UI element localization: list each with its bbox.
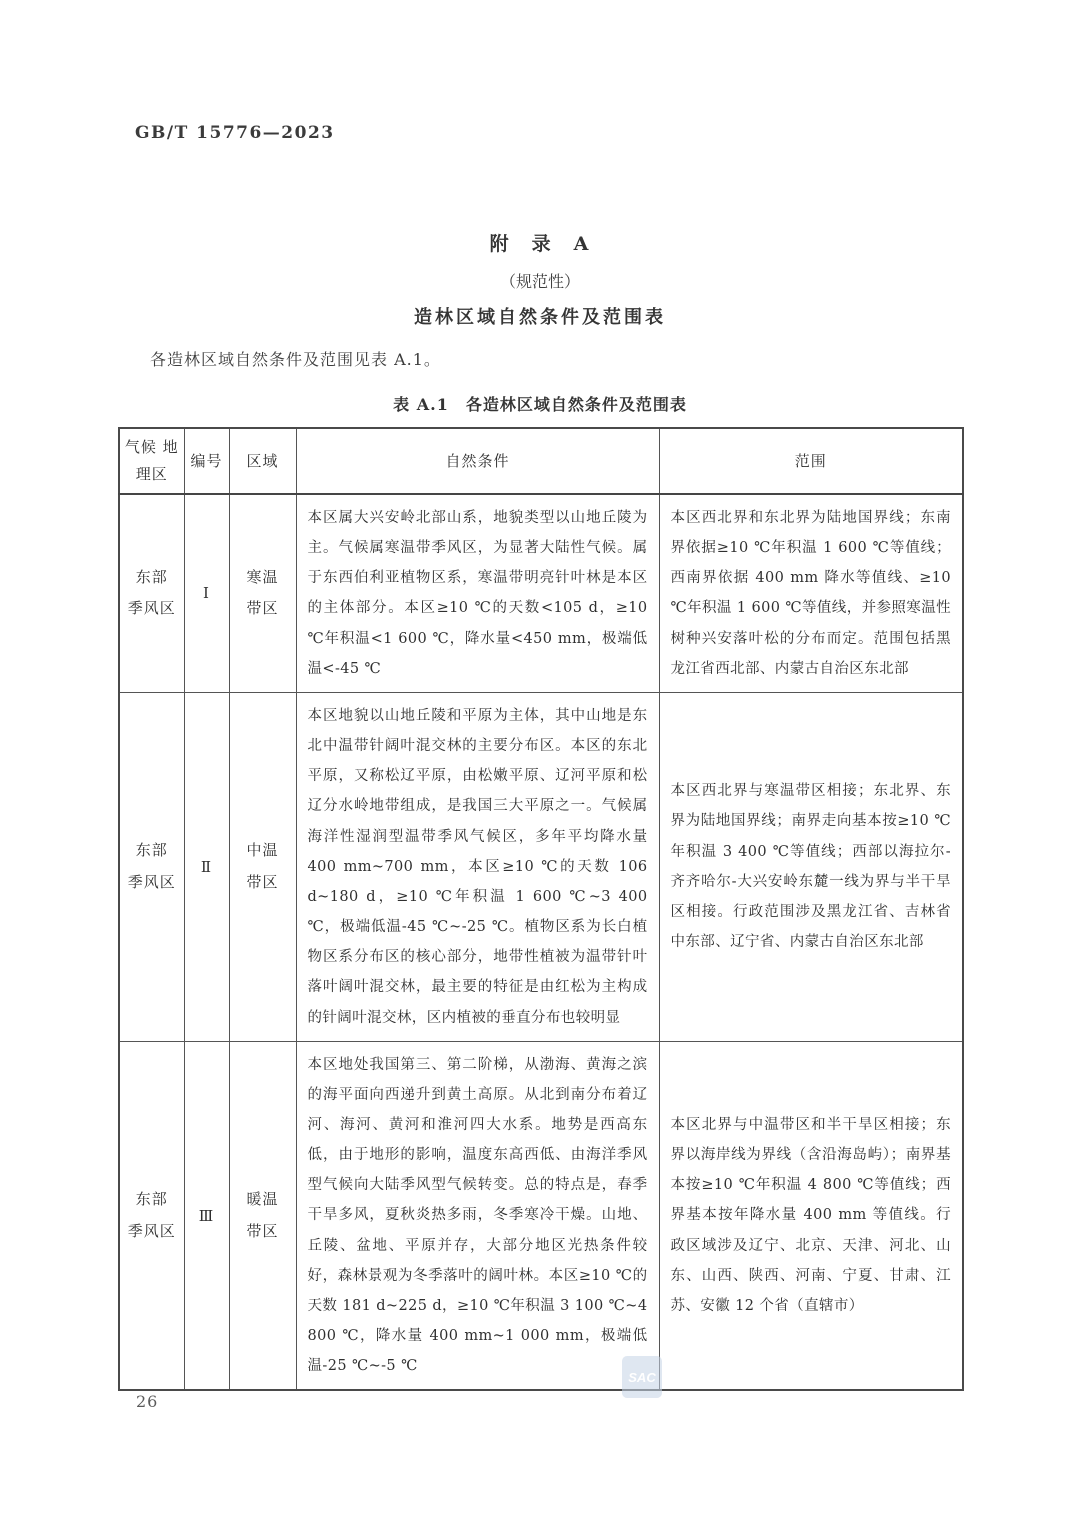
col-header-code: 编号 bbox=[184, 428, 229, 494]
region-line1: 寒温 bbox=[246, 567, 279, 586]
cell-range-row1: 本区西北界和东北界为陆地国界线；东南界依据≥10 ℃年积温 1 600 ℃等值线；西南界依据 400 mm 降水等值线、≥10 ℃年积温 1 600 ℃等值线，并参照寒温性树种兴安落叶松的分布而定。范围包括黑龙江省西北部、内蒙古自治区东北部 bbox=[659, 494, 963, 692]
col-header-climate-zone-line2: 地理区 bbox=[135, 438, 179, 483]
intro-paragraph: 各造林区域自然条件及范围见表 A.1。 bbox=[150, 350, 441, 369]
region-line2: 带区 bbox=[246, 872, 279, 891]
cell-code-row2: Ⅱ bbox=[184, 692, 229, 1041]
col-header-climate-zone bbox=[119, 428, 184, 494]
table-row bbox=[119, 1041, 963, 1390]
standard-number: GB/T 15776—2023 bbox=[135, 123, 335, 143]
region-line1: 暖温 bbox=[246, 1190, 279, 1209]
cell-natural-conditions-row1: 本区属大兴安岭北部山系，地貌类型以山地丘陵为主。气候属寒温带季风区，为显著大陆性气候。属于东西伯利亚植物区系，寒温带明亮针叶林是本区的主体部分。本区≥10 ℃的天数<105 d，≥10 ℃年积温<1 600 ℃，降水量<450 mm，极端低温<-45 ℃ bbox=[296, 494, 659, 692]
table-row bbox=[119, 692, 963, 1041]
table-caption: 表 A.1 各造林区域自然条件及范围表 bbox=[393, 395, 687, 414]
cell-region-row3 bbox=[229, 1041, 296, 1390]
appendix-heading: 造林区域自然条件及范围表 bbox=[414, 307, 666, 328]
table-header-row bbox=[119, 428, 963, 494]
region-line1: 中温 bbox=[246, 841, 279, 860]
cell-range-row2: 本区西北界与寒温带区相接；东北界、东界为陆地国界线；南界走向基本按≥10 ℃年积温 3 400 ℃等值线；西部以海拉尔-齐齐哈尔-大兴安岭东麓一线为界与半干旱区相接。行政范围涉及黑龙江省、吉林省中东部、辽宁省、内蒙古自治区东北部 bbox=[659, 692, 963, 1041]
climate-zone-line1: 东部 bbox=[135, 1190, 168, 1209]
sac-watermark-logo bbox=[622, 1356, 662, 1398]
col-header-natural-conditions: 自然条件 bbox=[296, 428, 659, 494]
appendix-normative-label: （规范性） bbox=[499, 272, 580, 291]
afforestation-region-table bbox=[118, 427, 964, 1391]
region-line2: 带区 bbox=[246, 1221, 279, 1240]
cell-code-row3: Ⅲ bbox=[184, 1041, 229, 1390]
cell-region-row2 bbox=[229, 692, 296, 1041]
cell-range-row3: 本区北界与中温带区和半干旱区相接；东界以海岸线为界线（含沿海岛屿）；南界基本按≥10 ℃年积温 4 800 ℃等值线；西界基本按年降水量 400 mm 等值线。行政区域涉及辽宁、北京、天津、河北、山东、山西、陕西、河南、宁夏、甘肃、江苏、安徽 12 个省（直辖市） bbox=[659, 1041, 963, 1390]
col-header-range: 范围 bbox=[659, 428, 963, 494]
table-row bbox=[119, 494, 963, 692]
cell-climate-zone-row2 bbox=[119, 692, 184, 1041]
appendix-title: 附 录 A bbox=[489, 233, 591, 255]
climate-zone-line1: 东部 bbox=[135, 567, 168, 586]
region-line2: 带区 bbox=[246, 599, 279, 618]
climate-zone-line1: 东部 bbox=[135, 841, 168, 860]
page-number: 26 bbox=[136, 1392, 159, 1411]
cell-climate-zone-row1 bbox=[119, 494, 184, 692]
cell-natural-conditions-row3: 本区地处我国第三、第二阶梯，从渤海、黄海之滨的海平面向西递升到黄土高原。从北到南分布着辽河、海河、黄河和淮河四大水系。地势是西高东低，由于地形的影响，温度东高西低、由海洋季风型气候向大陆季风型气候转变。总的特点是，春季干旱多风，夏秋炎热多雨，冬季寒冷干燥。山地、丘陵、盆地、平原并存，大部分地区光热条件较好，森林景观为冬季落叶的阔叶林。本区≥10 ℃的天数 181 d~225 d，≥10 ℃年积温 3 100 ℃~4 800 ℃，降水量 400 mm~1 000 mm，极端低温-25 ℃~-5 ℃ bbox=[296, 1041, 659, 1390]
cell-region-row1 bbox=[229, 494, 296, 692]
climate-zone-line2: 季风区 bbox=[127, 599, 176, 618]
col-header-region: 区域 bbox=[229, 428, 296, 494]
col-header-climate-zone-line1: 气候 bbox=[124, 438, 157, 456]
cell-code-row1: Ⅰ bbox=[184, 494, 229, 692]
climate-zone-line2: 季风区 bbox=[127, 1221, 176, 1240]
cell-climate-zone-row3 bbox=[119, 1041, 184, 1390]
climate-zone-line2: 季风区 bbox=[127, 872, 176, 891]
sac-watermark-label: SAC bbox=[628, 1369, 656, 1385]
cell-natural-conditions-row2: 本区地貌以山地丘陵和平原为主体，其中山地是东北中温带针阔叶混交林的主要分布区。本区的东北平原，又称松辽平原，由松嫩平原、辽河平原和松辽分水岭地带组成，是我国三大平原之一。气候属海洋性湿润型温带季风气候区，多年平均降水量 400 mm~700 mm，本区≥10 ℃的天数 106 d~180 d，≥10 ℃年积温 1 600 ℃~3 400 ℃，极端低温-45 ℃~-25 ℃。植物区系为长白植物区系分布区的核心部分，地带性植被为温带针叶落叶阔叶混交林，最主要的特征是由红松为主构成的针阔叶混交林，区内植被的垂直分布也较明显 bbox=[296, 692, 659, 1041]
page-content bbox=[118, 0, 962, 1391]
